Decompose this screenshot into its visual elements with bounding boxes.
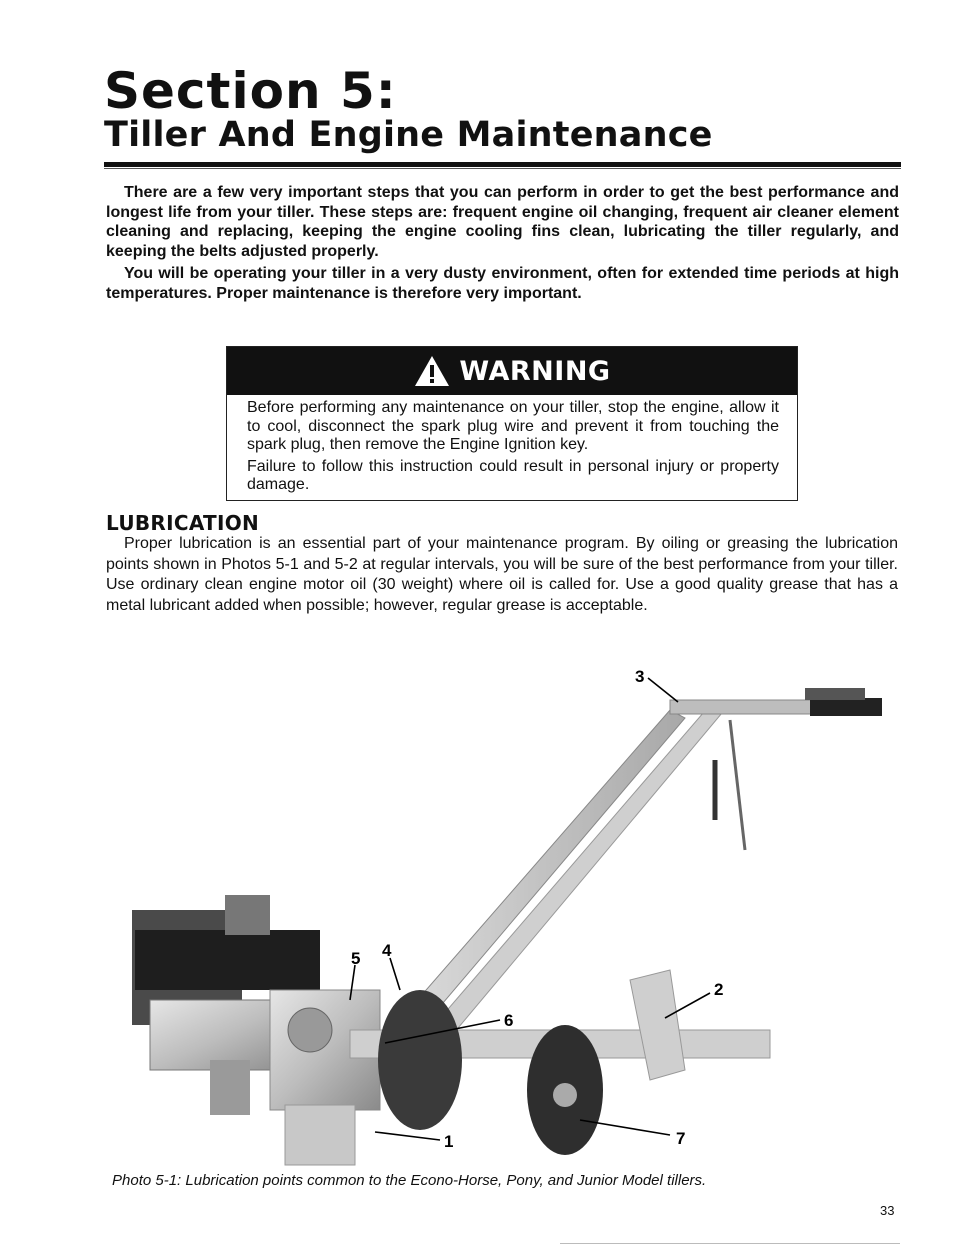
title-rule-thin: [104, 168, 901, 169]
warning-header: [227, 347, 797, 395]
bottom-rule: [560, 1243, 900, 1244]
intro-text: [106, 183, 899, 306]
intro-paragraph: You will be operating your tiller in a very dusty environment, often for extended time periods at high temperatures. Proper maintenance is therefore very important.: [106, 265, 899, 302]
callout-4: 4: [382, 941, 392, 960]
title-rule: [104, 162, 901, 167]
photo-caption: Photo 5-1: Lubrication points common to the Econo-Horse, Pony, and Junior Model tillers.: [112, 1172, 707, 1189]
transmission: [270, 990, 770, 1165]
lubrication-heading: LUBRICATION: [106, 511, 260, 535]
intro-paragraph: There are a few very important steps that you can perform in order to get the best performance and longest life from your tiller. These steps are: frequent engine oil changing, frequent air cleaner element cleaning and replacing, keeping the engine cooling fins clean, lubricating the tiller regularly, and keeping the belts adjusted properly.: [106, 184, 899, 260]
warning-body: [227, 395, 797, 495]
warning-paragraph: Before performing any maintenance on your tiller, stop the engine, allow it to cool, disconnect the spark plug wire and prevent it from touching the spark plug, then remove the Engine Ignition key.: [247, 399, 779, 453]
callout-3: 3: [635, 667, 645, 686]
callout-1: 1: [444, 1132, 454, 1151]
tines: [378, 990, 603, 1155]
depth-bar: [630, 970, 685, 1080]
callout-7: 7: [676, 1129, 686, 1148]
page-number: 33: [880, 1203, 895, 1218]
warning-box: [226, 346, 798, 501]
warning-title: WARNING: [459, 355, 611, 387]
lubrication-text: Proper lubrication is an essential part of your maintenance program. By oiling or greasing the lubrication points shown in Photos 5-1 and 5-2 at regular intervals, you will be sure of the best performance from your tiller. Use ordinary clean engine motor oil (30 weight) where oil is called for. Use a good quality grease that has a metal lubricant added when possible; however, regular grease is acceptable.: [106, 535, 898, 614]
warning-triangle-icon: [413, 354, 451, 388]
callout-6: 6: [504, 1011, 514, 1030]
callout-5: 5: [351, 949, 361, 968]
warning-paragraph: Failure to follow this instruction could result in personal injury or property damage.: [247, 457, 779, 493]
callout-2: 2: [714, 980, 724, 999]
section-number: Section 5:: [104, 62, 397, 120]
section-title: Tiller And Engine Maintenance: [104, 115, 713, 155]
tiller-photo: [110, 650, 900, 1170]
